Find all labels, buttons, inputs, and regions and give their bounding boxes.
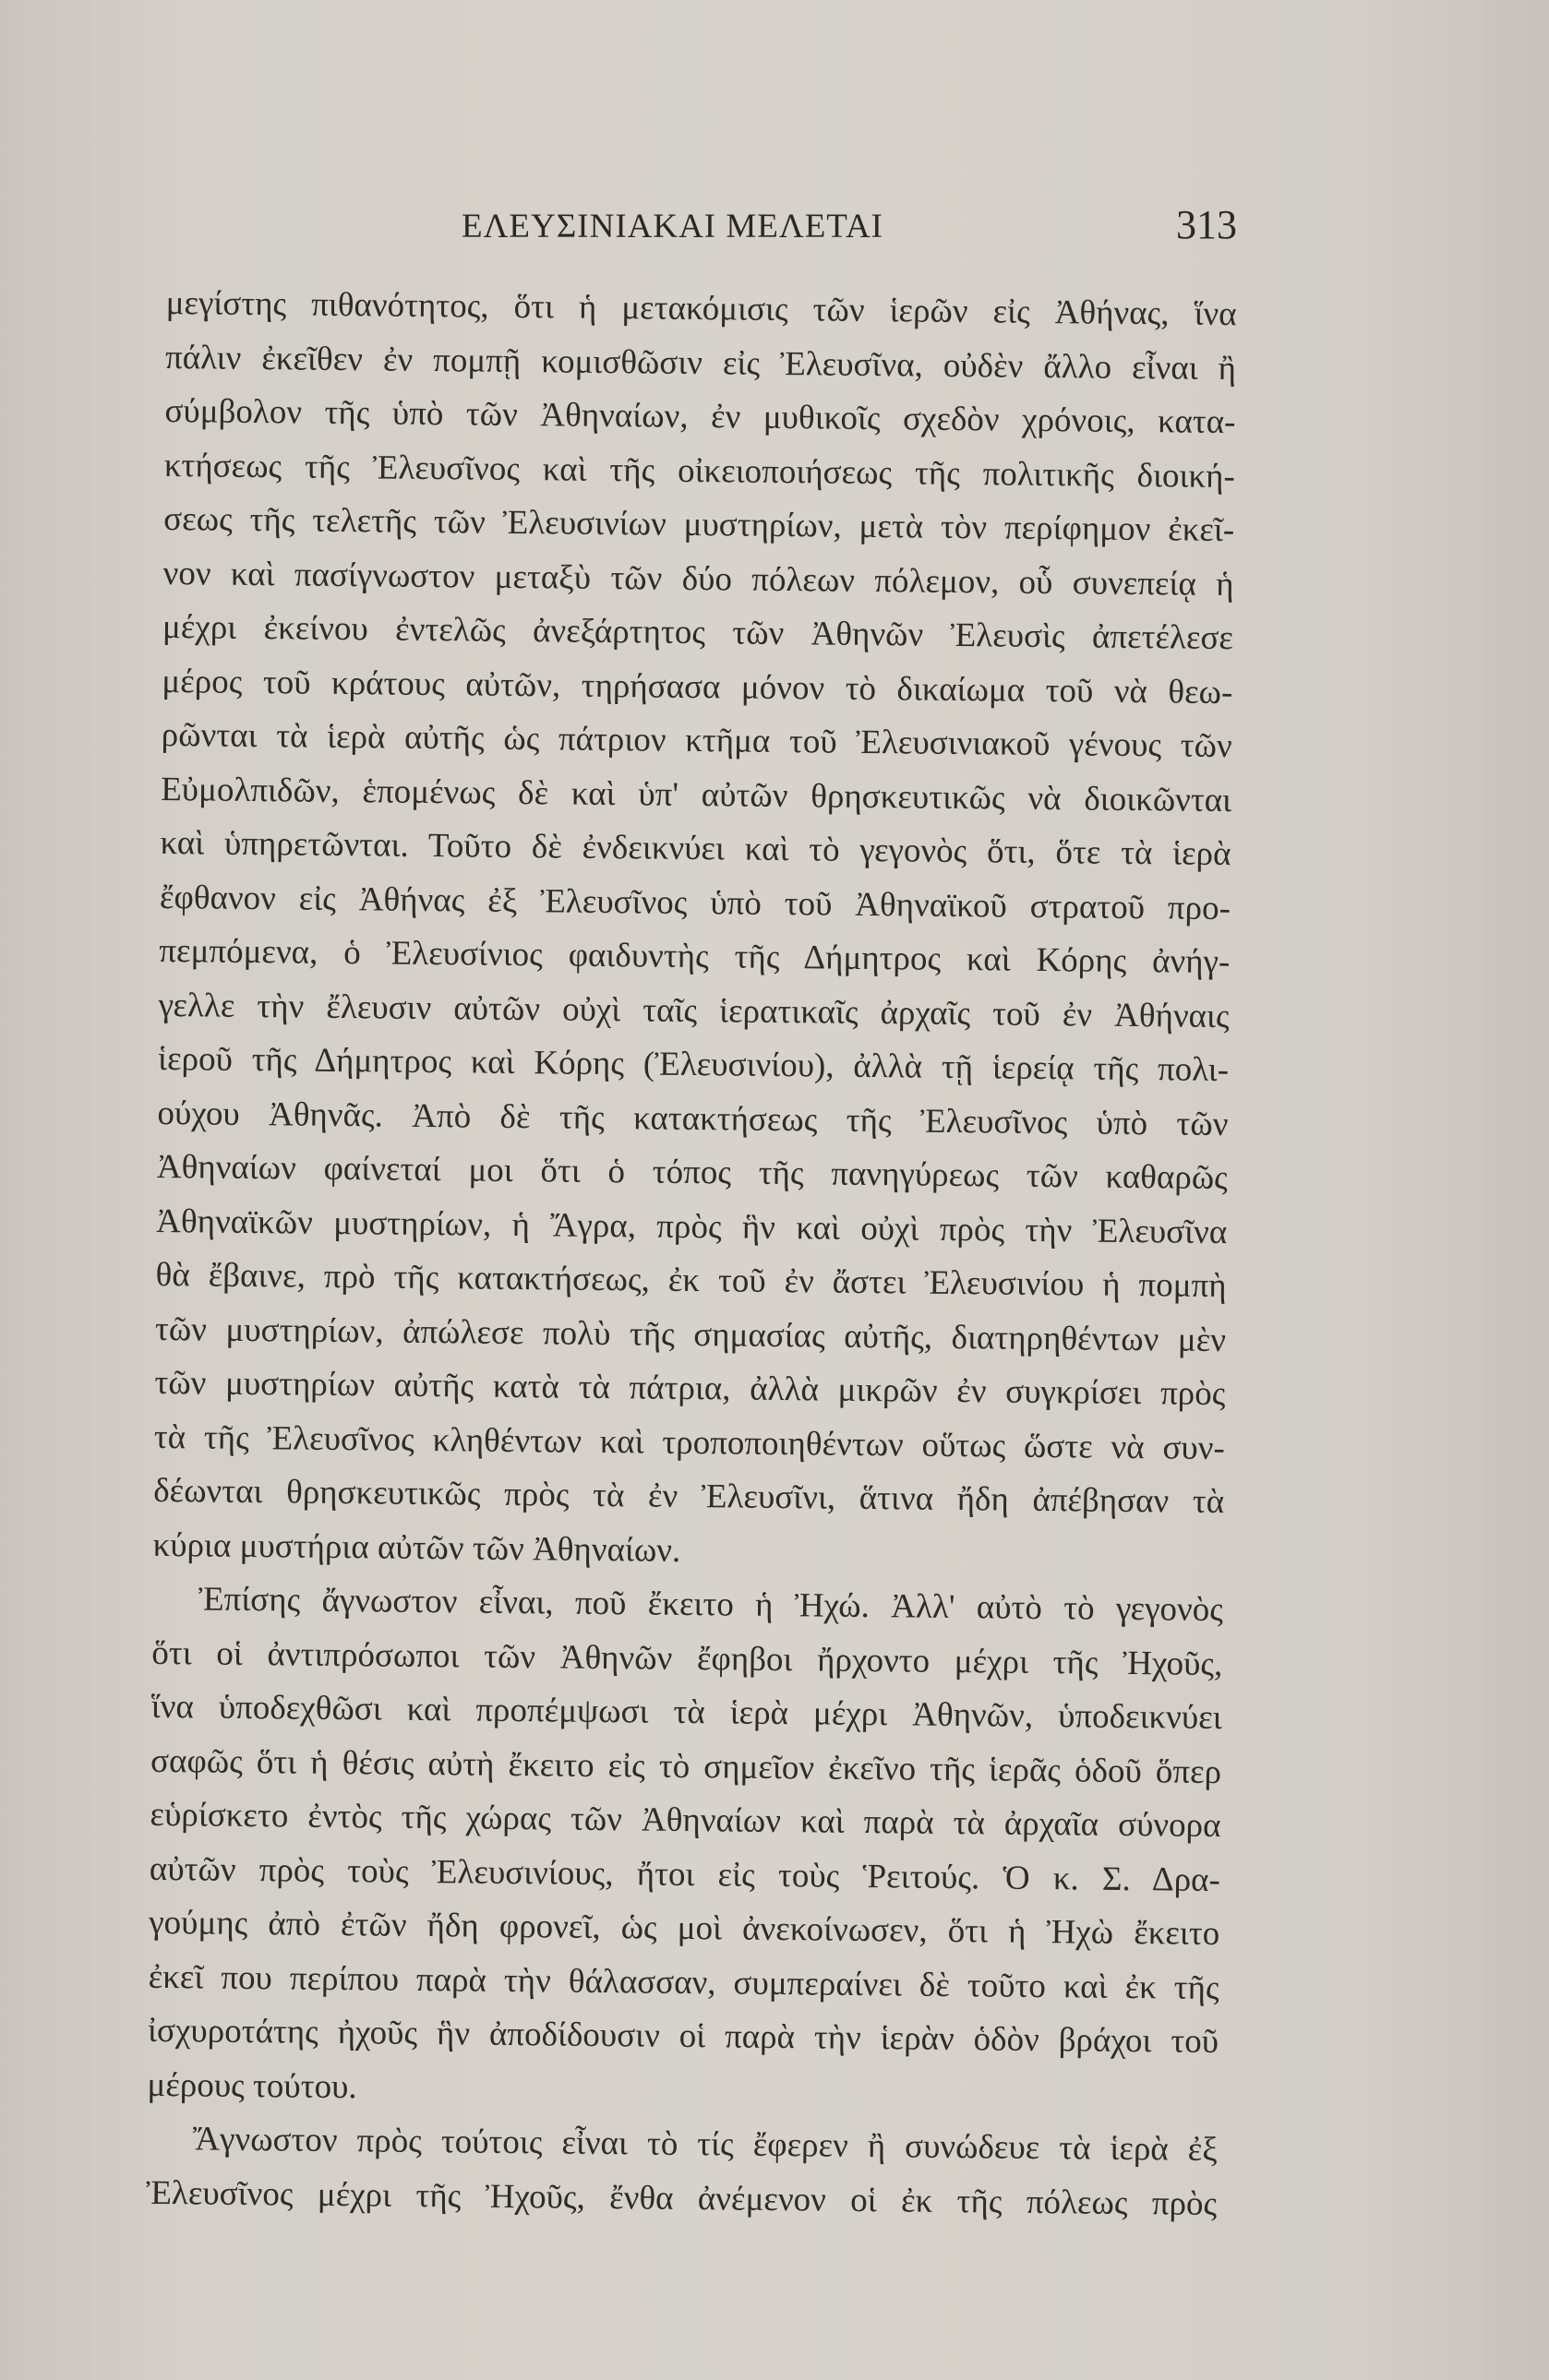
text-line: δέωνται θρησκευτικῶς πρὸς τὰ ἐν Ἐλευσῖνι, ἅτινα ἤδη ἀπέβησαν τὰ [153,1471,1225,1522]
body-text [146,277,1237,2231]
text-line: ούχου Ἀθηνᾶς. Ἀπὸ δὲ τῆς κατακτήσεως τῆς Ἐλευσῖνος ὑπὸ τῶν [157,1094,1229,1143]
text-line: ἵνα ὑποδεχθῶσι καὶ προπέμψωσι τὰ ἱερὰ μέχρι Ἀθηνῶν, ὑποδεικνύει [150,1687,1222,1738]
text-line: τῶν μυστηρίων, ἀπώλεσε πολὺ τῆς σημασίας αὐτῆς, διατηρηθέντων μὲν [154,1310,1227,1359]
text-line: σύμβολον τῆς ὑπὸ τῶν Ἀθηναίων, ἐν μυθικοῖς σχεδὸν χρόνοις, κατα- [164,391,1236,442]
text-line: ρῶνται τὰ ἱερὰ αὐτῆς ὡς πάτριον κτῆμα τοῦ Ἐλευσινιακοῦ γένους τῶν [161,715,1232,766]
text-line: Ἀθηναϊκῶν μυστηρίων, ἡ Ἄγρα, πρὸς ἣν καὶ οὐχὶ πρὸς τὴν Ἐλευσῖνα [156,1202,1228,1251]
text-line: ἔφθανον εἰς Ἀθήνας ἐξ Ἐλευσῖνος ὑπὸ τοῦ Ἀθηναϊκοῦ στρατοῦ προ- [159,878,1231,927]
page-number: 313 [1176,202,1237,247]
text-line: κύρια μυστήρια αὐτῶν τῶν Ἀθηναίων. [152,1525,681,1570]
text-line-paragraph-start: Ἄγνωστον πρὸς τούτοις εἶναι τὸ τίς ἔφερεν ἢ συνώδευε τὰ ἱερὰ ἐξ [192,2120,1219,2170]
text-line: πεμπόμενα, ὁ Ἐλευσίνιος φαιδυντὴς τῆς Δήμητρος καὶ Κόρης ἀνήγ- [159,931,1231,982]
text-line: μεγίστης πιθανότητος, ὅτι ἡ μετακόμισις τῶν ἱερῶν εἰς Ἀθήνας, ἵνα [165,283,1237,334]
text-line: ἰσχυροτάτης ἠχοῦς ἣν ἀποδίδουσιν οἱ παρὰ τὴν ἱερὰν ὁδὸν βράχοι τοῦ [147,2011,1219,2062]
text-line: Ἐλευσῖνος μέχρι τῆς Ἠχοῦς, ἔνθα ἀνέμενον οἱ ἐκ τῆς πόλεως πρὸς [146,2173,1218,2223]
text-line: γούμης ἀπὸ ἐτῶν ἤδη φρονεῖ, ὡς μοὶ ἀνεκοίνωσεν, ὅτι ἡ Ἠχὼ ἔκειτο [149,1903,1220,1954]
text-line: μέχρι ἐκείνου ἐντελῶς ἀνεξάρτητος τῶν Ἀθηνῶν Ἐλευσὶς ἀπετέλεσε [162,607,1234,658]
text-line: καὶ ὑπηρετῶνται. Τοῦτο δὲ ἐνδεικνύει καὶ τὸ γεγονὸς ὅτι, ὅτε τὰ ἱερὰ [160,823,1231,874]
text-line: ἐκεῖ που περίπου παρὰ τὴν θάλασσαν, συμπεραίνει δὲ τοῦτο καὶ ἐκ τῆς [148,1957,1219,2007]
text-line: μέρους τούτου. [147,2065,357,2106]
text-line: μέρος τοῦ κράτους αὐτῶν, τηρήσασα μόνον τὸ δικαίωμα τοῦ νὰ θεω- [162,662,1233,712]
text-line: νον καὶ πασίγνωστον μεταξὺ τῶν δύο πόλεων πόλεμον, οὗ συνεπείᾳ ἡ [162,554,1234,604]
text-line: πάλιν ἐκεῖθεν ἐν πομπῇ κομισθῶσιν εἰς Ἐλευσῖνα, οὐδὲν ἄλλο εἶναι ἢ [164,338,1237,388]
text-line: αὐτῶν πρὸς τοὺς Ἐλευσινίους, ἤτοι εἰς τοὺς Ῥειτούς. Ὁ κ. Σ. Δρα- [149,1849,1221,1899]
text-line: Εὐμολπιδῶν, ἑπομένως δὲ καὶ ὑπ' αὐτῶν θρησκευτικῶς νὰ διοικῶνται [160,770,1232,819]
text-line: σαφῶς ὅτι ἡ θέσις αὐτὴ ἔκειτο εἰς τὸ σημεῖον ἐκεῖνο τῆς ἱερᾶς ὁδοῦ ὅπερ [150,1741,1222,1791]
text-line: εὑρίσκετο ἐντὸς τῆς χώρας τῶν Ἀθηναίων καὶ παρὰ τὰ ἀρχαῖα σύνορα [150,1795,1221,1846]
text-line: κτήσεως τῆς Ἐλευσῖνος καὶ τῆς οἰκειοποιήσεως τῆς πολιτικῆς διοική- [163,446,1236,496]
text-line: θὰ ἔβαινε, πρὸ τῆς κατακτήσεως, ἐκ τοῦ ἐν ἄστει Ἐλευσινίου ἡ πομπὴ [155,1255,1227,1306]
running-title: ΕΛΕΥΣΙΝΙΑΚΑΙ ΜΕΛΕΤΑΙ [462,208,883,245]
text-line: τὰ τῆς Ἐλευσῖνος κληθέντων καὶ τροποποιηθέντων οὕτως ὥστε νὰ συν- [153,1417,1225,1467]
page-header [185,201,1237,257]
text-line-paragraph-start: Ἐπίσης ἄγνωστον εἶναι, ποῦ ἔκειτο ἡ Ἠχώ. Ἀλλ' αὐτὸ τὸ γεγονὸς [198,1580,1224,1630]
text-line: ὅτι οἱ ἀντιπρόσωποι τῶν Ἀθηνῶν ἔφηβοι ἤρχοντο μέχρι τῆς Ἠχοῦς, [151,1633,1223,1683]
text-line: Ἀθηναίων φαίνεταί μοι ὅτι ὁ τόπος τῆς πανηγύρεως τῶν καθαρῶς [156,1147,1229,1198]
text-line: τῶν μυστηρίων αὐτῆς κατὰ τὰ πάτρια, ἀλλὰ μικρῶν ἐν συγκρίσει πρὸς [154,1363,1226,1414]
text-line: γελλε τὴν ἔλευσιν αὐτῶν οὐχὶ ταῖς ἱερατικαῖς ἀρχαῖς τοῦ ἐν Ἀθήναις [158,986,1230,1035]
text-line: σεως τῆς τελετῆς τῶν Ἐλευσινίων μυστηρίων, μετὰ τὸν περίφημον ἐκεῖ- [163,499,1235,550]
text-line: ἱεροῦ τῆς Δήμητρος καὶ Κόρης (Ἐλευσινίου), ἀλλὰ τῇ ἱερείᾳ τῆς πολι- [157,1039,1230,1090]
